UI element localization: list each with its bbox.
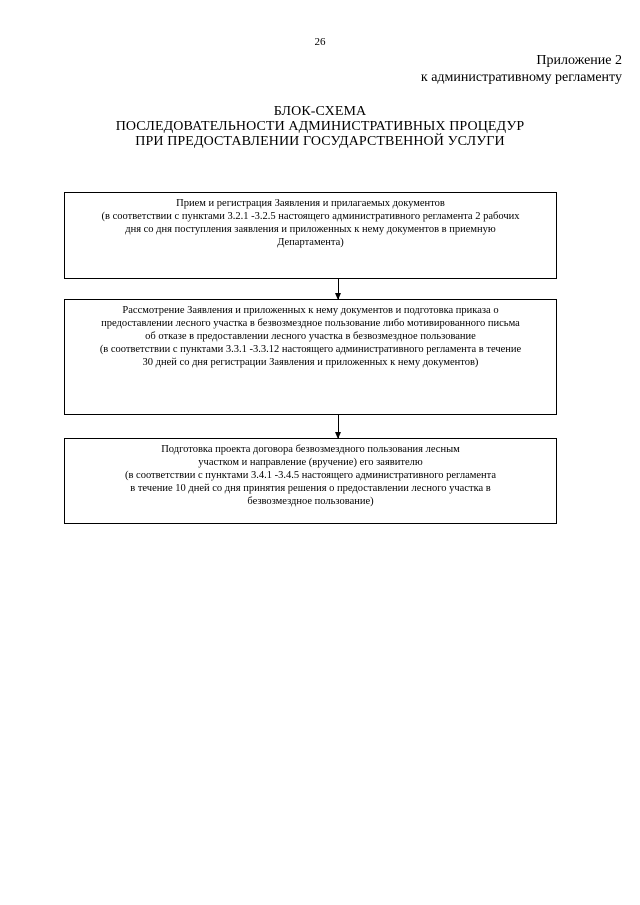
step-2-line-2: предоставлении лесного участка в безвозмездное пользование либо мотивированного письма	[101, 318, 520, 329]
step-3-line-2: участком и направление (вручение) его заявителю	[198, 457, 423, 468]
page-number: 26	[314, 36, 326, 48]
appendix-line-2: к административному регламенту	[420, 70, 622, 85]
step-2-line-5: 30 дней со дня регистрации Заявления и приложенных к нему документов)	[142, 357, 479, 368]
step-3-line-4: в течение 10 дней со дня принятия решения о предоставлении лесного участка в	[130, 483, 491, 494]
step-2-line-4: (в соответствии с пунктами 3.3.1 -3.3.12 настоящего административного регламента в течение	[99, 344, 522, 355]
step-1-line-4: Департамента)	[277, 237, 344, 248]
title-line-3: ПРИ ПРЕДОСТАВЛЕНИИ ГОСУДАРСТВЕННОЙ УСЛУГИ	[135, 134, 505, 149]
step-2-line-1: Рассмотрение Заявления и приложенных к нему документов и подготовка приказа о	[122, 305, 499, 316]
step-3-line-5: безвозмездное пользование)	[247, 496, 374, 507]
title-line-2: ПОСЛЕДОВАТЕЛЬНОСТИ АДМИНИСТРАТИВНЫХ ПРОЦЕДУР	[115, 119, 525, 134]
step-3-line-1: Подготовка проекта договора безвозмездного пользования лесным	[161, 444, 460, 455]
flowchart-step-3	[64, 438, 557, 524]
step-2-line-3: об отказе в предоставлении лесного участка в безвозмездное пользование	[145, 331, 476, 342]
step-1-line-1: Прием и регистрация Заявления и прилагаемых документов	[176, 198, 445, 209]
appendix-header	[421, 52, 622, 86]
step-1-line-2: (в соответствии с пунктами 3.2.1 -3.2.5 настоящего административного регламента 2 рабочих	[101, 211, 520, 222]
flow-arrow-2	[338, 415, 339, 438]
step-3-line-3: (в соответствии с пунктами 3.4.1 -3.4.5 настоящего административного регламента	[124, 470, 497, 481]
document-title	[0, 104, 640, 149]
flow-arrow-1	[338, 279, 339, 299]
title-line-1: БЛОК-СХЕМА	[273, 104, 367, 119]
step-1-line-3: дня со дня поступления заявления и приложенных к нему документов в приемную	[125, 224, 496, 235]
flowchart-step-2	[64, 299, 557, 415]
flowchart-step-1	[64, 192, 557, 279]
appendix-line-1: Приложение 2	[536, 53, 622, 68]
